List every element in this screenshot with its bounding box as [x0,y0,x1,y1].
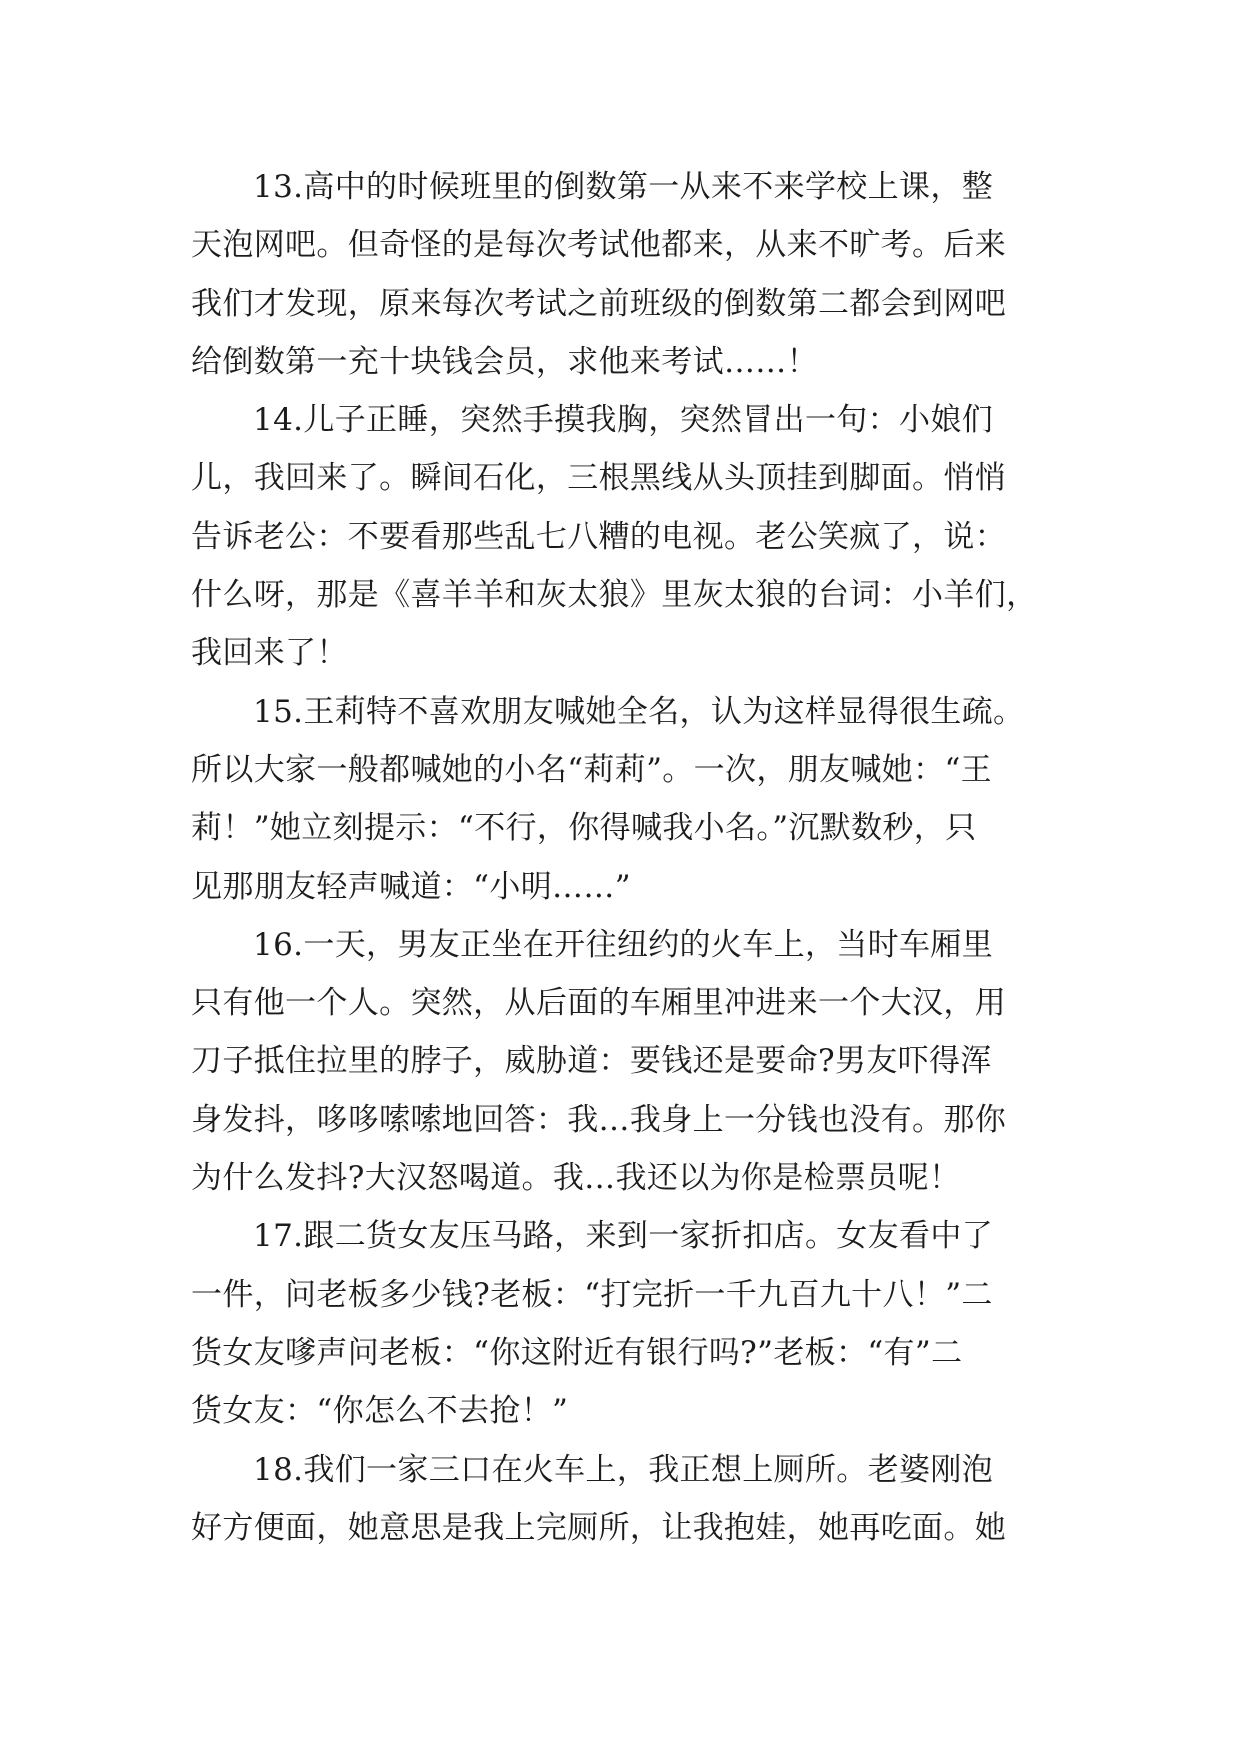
paragraph-17-line-4: 货女友：“你怎么不去抢！” [191,1393,569,1430]
paragraph-16-line-2: 只有他一个人。突然，从后面的车厢里冲进来一个大汉，用 [191,985,1007,1022]
document-body [191,158,1059,1557]
paragraph-13-line-3: 我们才发现，原来每次考试之前班级的倒数第二都会到网吧 [191,285,1007,322]
paragraph-14-line-3: 告诉老公：不要看那些乱七八糟的电视。老公笑疯了，说： [191,518,1007,555]
paragraph-16-line-3: 刀子抵住拉里的脖子，威胁道：要钱还是要命?男友吓得浑 [191,1043,992,1080]
paragraph-13-line-4: 给倒数第一充十块钱会员，求他来考试……！ [191,343,818,380]
paragraph-14-line-1: 14.儿子正睡，突然手摸我胸，突然冒出一句：小娘们 [253,402,994,439]
paragraph-18-line-2: 好方便面，她意思是我上完厕所，让我抱娃，她再吃面。她 [191,1509,1007,1546]
paragraph-15-line-1: 15.王莉特不喜欢朋友喊她全名，认为这样显得很生疏。 [253,693,1025,730]
paragraph-16-line-5: 为什么发抖?大汉怒喝道。我…我还以为你是检票员呢！ [191,1160,961,1197]
paragraph-15-line-4: 见那朋友轻声喊道：“小明……” [191,868,631,905]
paragraph-16-line-4: 身发抖，哆哆嗦嗦地回答：我…我身上一分钱也没有。那你 [191,1101,1007,1138]
paragraph-17-line-2: 一件，问老板多少钱?老板：“打完折一千九百九十八！”二 [191,1276,993,1313]
paragraph-15-line-2: 所以大家一般都喊她的小名“莉莉”。一次，朋友喊她：“王 [191,751,992,788]
paragraph-14-line-2: 儿，我回来了。瞬间石化，三根黑线从头顶挂到脚面。悄悄 [191,460,1007,497]
paragraph-14-line-5: 我回来了！ [191,635,348,672]
paragraph-13-line-2: 天泡网吧。但奇怪的是每次考试他都来，从来不旷考。后来 [191,227,1007,264]
paragraph-15-line-3: 莉！”她立刻提示：“不行，你得喊我小名。”沉默数秒，只 [191,810,977,847]
paragraph-17-line-3: 货女友嗲声问老板：“你这附近有银行吗?”老板：“有”二 [191,1334,963,1371]
paragraph-16-line-1: 16.一天，男友正坐在开往纽约的火车上，当时车厢里 [253,926,994,963]
paragraph-13-line-1: 13.高中的时候班里的倒数第一从来不来学校上课，整 [253,169,994,205]
paragraph-14-line-4: 什么呀，那是《喜羊羊和灰太狼》里灰太狼的台词：小羊们， [191,577,1038,614]
paragraph-18-line-1: 18.我们一家三口在火车上，我正想上厕所。老婆刚泡 [253,1451,994,1488]
paragraph-17-line-1: 17.跟二货女友压马路，来到一家折扣店。女友看中了 [253,1218,994,1255]
